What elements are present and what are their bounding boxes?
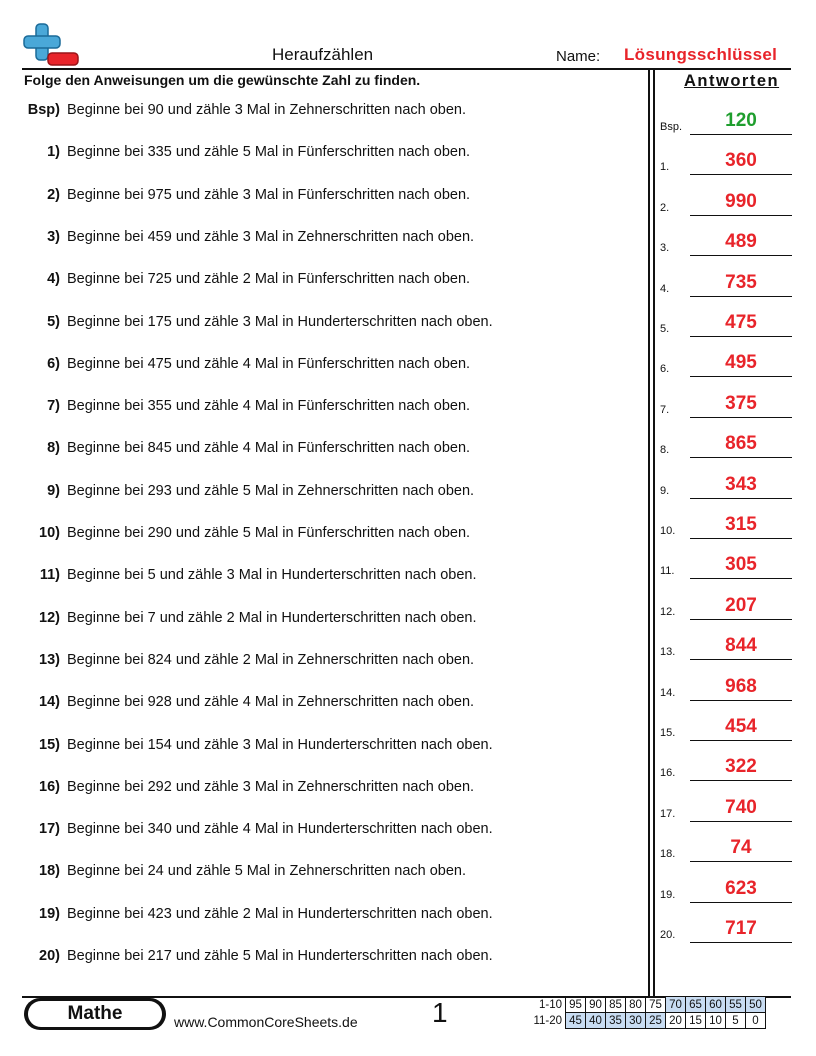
answer-label: 15. (660, 727, 676, 739)
score-table (526, 996, 766, 1029)
problem-text: Beginne bei 725 und zähle 2 Mal in Fünferschritten nach oben. (67, 271, 471, 288)
problem-text: Beginne bei 340 und zähle 4 Mal in Hunderterschritten nach oben. (67, 821, 493, 838)
problem-number: 18) (39, 863, 60, 880)
problem-number: 3) (47, 228, 60, 245)
answer-line (690, 417, 792, 418)
answer-line (690, 578, 792, 579)
answer-label: 12. (660, 605, 676, 618)
answer-label: Bsp. (660, 121, 683, 133)
worksheet-title: Heraufzählen (272, 45, 374, 64)
answer-line (690, 902, 792, 903)
problem-text: Beginne bei 154 und zähle 3 Mal in Hunderterschritten nach oben. (67, 736, 493, 753)
answer-line (690, 134, 792, 135)
problem-text: Beginne bei 292 und zähle 3 Mal in Zehnerschritten nach oben. (67, 778, 475, 795)
problem-number: 9) (47, 482, 60, 499)
answer-value: 717 (725, 918, 757, 939)
score-cell: 45 (566, 1013, 586, 1029)
problem-number: 6) (47, 355, 60, 372)
answer-line (690, 821, 792, 822)
score-cell: 55 (726, 997, 746, 1013)
answer-label: 6. (660, 363, 670, 376)
answer-line (690, 619, 792, 620)
answer-value: 623 (725, 877, 757, 899)
answer-label: 17. (660, 807, 676, 820)
answer-line (690, 740, 792, 741)
problem-number: 10) (39, 525, 60, 541)
answer-line (690, 942, 792, 943)
answer-line (690, 780, 792, 781)
problem-number: 7) (47, 398, 60, 415)
problem-text: Beginne bei 975 und zähle 3 Mal in Fünferschritten nach oben. (67, 186, 471, 203)
answer-value: 865 (725, 433, 757, 455)
name-label: Name: (556, 48, 601, 65)
problem-text: Beginne bei 423 und zähle 2 Mal in Hunderterschritten nach oben. (67, 905, 493, 922)
problem-text: Beginne bei 475 und zähle 4 Mal in Fünferschritten nach oben. (67, 355, 471, 372)
problem-number: 20) (39, 948, 60, 964)
answer-value: 844 (725, 635, 757, 657)
answer-line (690, 174, 792, 175)
problem-number: 5) (47, 313, 60, 330)
problem-text: Beginne bei 175 und zähle 3 Mal in Hunderterschritten nach oben. (67, 313, 493, 330)
score-cell: 25 (646, 1013, 666, 1029)
answers-heading: Antworten (684, 72, 780, 90)
answer-value: 740 (725, 796, 757, 818)
answer-line (690, 376, 792, 377)
subject-label: Mathe (28, 1001, 162, 1027)
score-row-label: 11-20 (533, 1014, 562, 1027)
problem-number: 12) (39, 609, 60, 626)
score-cell: 75 (646, 997, 666, 1013)
header-divider (22, 68, 791, 70)
website-link[interactable]: www.CommonCoreSheets.de (174, 1014, 358, 1030)
problem-text: Beginne bei 5 und zähle 3 Mal in Hunderterschritten nach oben. (67, 567, 477, 584)
subject-badge (24, 998, 166, 1030)
column-divider (648, 70, 650, 996)
answer-value: 207 (725, 594, 757, 616)
answer-value: 475 (725, 312, 757, 333)
answer-value: 454 (725, 716, 757, 737)
problem-text: Beginne bei 90 und zähle 3 Mal in Zehnerschritten nach oben. (67, 102, 467, 118)
score-cell: 85 (606, 997, 626, 1013)
problem-text: Beginne bei 217 und zähle 5 Mal in Hunderterschritten nach oben. (67, 948, 493, 964)
answer-value: 315 (725, 514, 757, 535)
score-cell: 35 (606, 1013, 626, 1029)
problem-number: 17) (39, 821, 60, 838)
name-value: Lösungsschlüssel (624, 45, 778, 64)
answer-label: 19. (660, 888, 676, 901)
answer-label: 20. (660, 929, 676, 941)
answer-value: 360 (725, 150, 757, 172)
problem-number: 19) (39, 905, 60, 922)
answer-label: 13. (660, 646, 676, 659)
problem-text: Beginne bei 824 und zähle 2 Mal in Zehnerschritten nach oben. (67, 651, 475, 668)
answer-label: 4. (660, 282, 670, 295)
instruction-text: Folge den Anweisungen um die gewünschte Zahl zu finden. (24, 72, 421, 88)
answer-label: 1. (660, 161, 670, 174)
score-cell: 0 (746, 1013, 766, 1029)
answer-label: 3. (660, 242, 670, 255)
answer-line (690, 215, 792, 216)
score-cell: 65 (686, 997, 706, 1013)
score-row-label: 1-10 (538, 998, 562, 1011)
answer-line (690, 498, 792, 499)
answer-label: 10. (660, 525, 676, 537)
answer-line (690, 700, 792, 701)
score-cell: 70 (666, 997, 686, 1013)
answer-value: 489 (725, 231, 757, 253)
answer-value: 968 (725, 675, 757, 697)
problem-number: Bsp) (27, 102, 60, 118)
answer-value: 343 (725, 473, 757, 495)
score-cell: 20 (666, 1013, 686, 1029)
problem-number: 13) (39, 651, 60, 668)
score-cell: 5 (726, 1013, 746, 1029)
score-cell: 90 (586, 997, 606, 1013)
problem-number: 14) (39, 694, 60, 711)
answer-label: 9. (660, 484, 670, 497)
column-divider (653, 70, 655, 996)
problem-text: Beginne bei 845 und zähle 4 Mal in Fünferschritten nach oben. (67, 440, 471, 457)
score-cell: 10 (706, 1013, 726, 1029)
answer-label: 16. (660, 767, 676, 780)
problem-number: 4) (47, 271, 60, 288)
answer-value: 495 (725, 352, 757, 374)
answer-line (690, 336, 792, 337)
answer-label: 2. (660, 201, 670, 214)
answer-value: 74 (730, 837, 752, 859)
answer-value: 305 (725, 554, 757, 576)
problem-text: Beginne bei 7 und zähle 2 Mal in Hunderterschritten nach oben. (67, 609, 477, 626)
answer-label: 5. (660, 323, 670, 335)
score-cell: 40 (586, 1013, 606, 1029)
problem-number: 15) (39, 736, 60, 753)
score-cell: 80 (626, 997, 646, 1013)
answer-label: 18. (660, 848, 676, 861)
problem-text: Beginne bei 355 und zähle 4 Mal in Fünferschritten nach oben. (67, 398, 471, 415)
problem-number: 8) (47, 440, 60, 457)
problem-text: Beginne bei 293 und zähle 5 Mal in Zehnerschritten nach oben. (67, 482, 475, 499)
score-cell: 60 (706, 997, 726, 1013)
score-cell: 95 (566, 997, 586, 1013)
score-cell: 15 (686, 1013, 706, 1029)
answer-value: 990 (725, 190, 757, 212)
answer-line (690, 296, 792, 297)
answer-label: 11. (660, 565, 675, 578)
problem-number: 16) (39, 778, 60, 795)
answer-label: 8. (660, 444, 670, 457)
page-number: 1 (432, 997, 448, 1028)
answer-line (690, 861, 792, 862)
plus-minus-logo (22, 22, 80, 68)
answer-label: 14. (660, 686, 676, 699)
answer-line (690, 457, 792, 458)
problem-number: 1) (47, 144, 60, 161)
problem-number: 2) (47, 186, 60, 203)
problem-text: Beginne bei 928 und zähle 4 Mal in Zehnerschritten nach oben. (67, 694, 475, 711)
problem-text: Beginne bei 290 und zähle 5 Mal in Fünferschritten nach oben. (67, 525, 471, 541)
example-answer-value: 120 (725, 110, 757, 131)
problem-text: Beginne bei 24 und zähle 5 Mal in Zehnerschritten nach oben. (67, 863, 467, 880)
score-row (526, 1013, 766, 1029)
answer-value: 375 (725, 392, 757, 414)
answer-line (690, 255, 792, 256)
answer-label: 7. (660, 403, 670, 416)
answer-line (690, 538, 792, 539)
score-row (526, 997, 766, 1013)
score-cell: 50 (746, 997, 766, 1013)
answer-line (690, 659, 792, 660)
answer-value: 735 (725, 271, 757, 293)
answer-value: 322 (725, 756, 757, 778)
problem-text: Beginne bei 459 und zähle 3 Mal in Zehnerschritten nach oben. (67, 228, 475, 245)
score-cell: 30 (626, 1013, 646, 1029)
problem-number: 11) (39, 567, 60, 584)
problem-text: Beginne bei 335 und zähle 5 Mal in Fünferschritten nach oben. (67, 144, 471, 161)
